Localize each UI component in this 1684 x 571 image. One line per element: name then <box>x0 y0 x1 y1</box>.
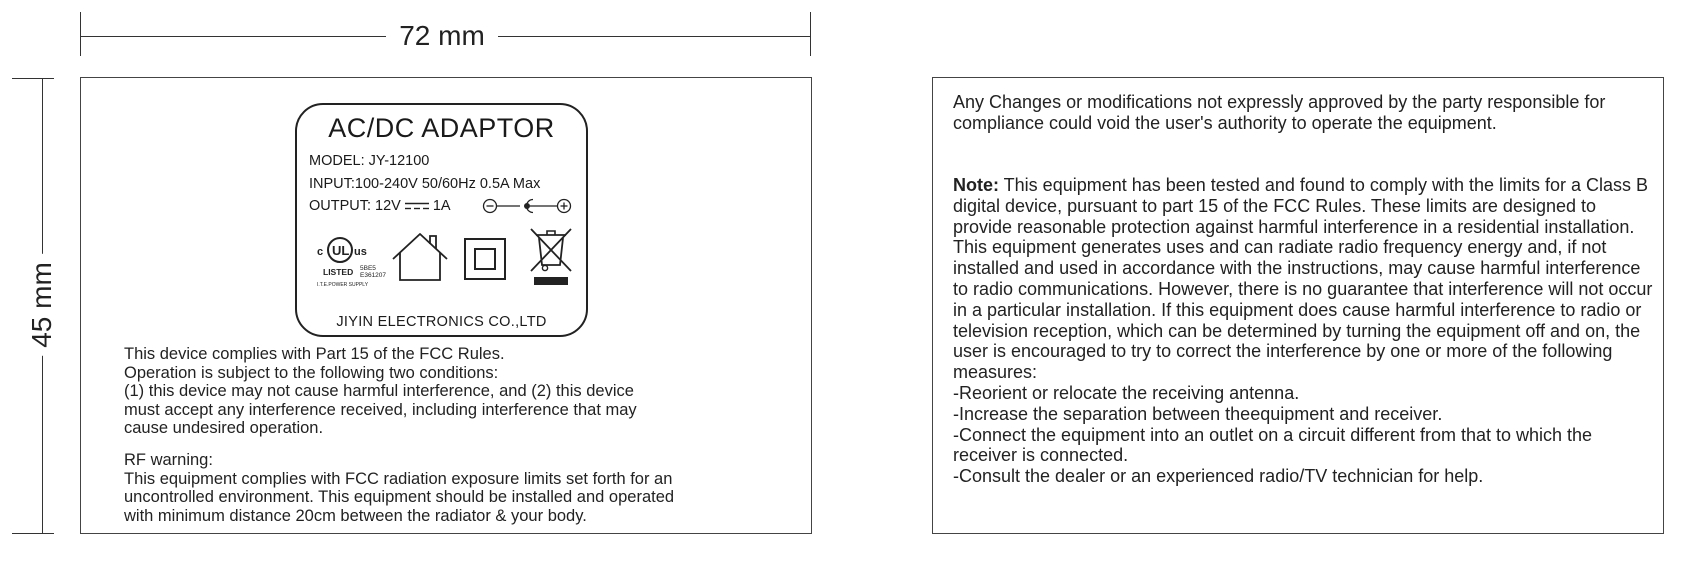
ul-c-text: c <box>317 246 324 258</box>
rf-line-3: with minimum distance 20cm between the radiator & your body. <box>124 506 587 525</box>
output-prefix: OUTPUT: 12V <box>309 198 401 214</box>
output-spec <box>309 197 451 215</box>
class-ii-double-insulation-icon <box>464 238 506 280</box>
note-text: This equipment has been tested and found to comply with the limits for a Class B digital device, pursuant to part 15 of the FCC Rules. These limits are designed to provide reasonable protection against harmful interference in a residential installation. This equipment generates uses and can radiate radio frequency energy and, if not installed and used in accordance with the instructions, may cause harmful interference to radio communications. However, there is no guarantee that interference will not occur in a particular installation. If this equipment does cause harmful interference to radio or television reception, which can be determined by turning the equipment off and on, the user is encouraged to try to correct the interference by one or more of the following measures: <box>953 175 1653 383</box>
width-dimension-tick-left <box>80 12 81 56</box>
fcc-line-4: must accept any interference received, including interference that may <box>124 400 637 419</box>
fcc-notice-panel <box>932 77 1664 534</box>
ul-logo-text: UL <box>332 243 350 258</box>
rf-warning-statement <box>124 451 784 525</box>
adaptor-rating-label <box>295 103 588 337</box>
ul-listed-mark <box>315 233 393 295</box>
rf-warning-heading: RF warning: <box>124 451 213 469</box>
height-dimension-label: 45 mm <box>27 254 57 356</box>
polarity-icon <box>481 197 573 215</box>
height-dimension-tick-top <box>12 78 54 79</box>
ul-supply-text: I.T.E.POWER SUPPLY <box>317 282 369 288</box>
measure-item: -Reorient or relocate the receiving antenna. <box>953 382 1300 403</box>
note-label: Note: <box>953 175 999 195</box>
ul-listed-text: LISTED <box>323 267 354 277</box>
label-front-panel <box>80 77 812 534</box>
dc-symbol-icon <box>405 201 429 211</box>
width-dimension-tick-right <box>810 12 811 56</box>
measure-item: -Consult the dealer or an experienced radio/TV technician for help. <box>953 466 1484 487</box>
height-dimension-tick-bottom <box>12 533 54 534</box>
ul-us-text: us <box>354 246 367 258</box>
model-spec: MODEL: JY-12100 <box>309 153 430 169</box>
fcc-note <box>953 175 1653 487</box>
ul-code2-text: E361207 <box>360 272 387 279</box>
fcc-compliance-statement <box>124 345 784 438</box>
weee-crossed-bin-icon <box>528 225 574 287</box>
rf-line-2: uncontrolled environment. This equipment should be installed and operated <box>124 488 675 506</box>
measure-item: -Connect the equipment into an outlet on a circuit different from that to which the receiver is connected. <box>953 424 1593 466</box>
fcc-line-5: cause undesired operation. <box>124 419 324 437</box>
fcc-line-3: (1) this device may not cause harmful interference, and (2) this device <box>124 382 634 400</box>
width-dimension-label: 72 mm <box>386 18 498 54</box>
measure-item: -Increase the separation between theequipment and receiver. <box>953 403 1443 424</box>
changes-notice: Any Changes or modifications not expressly approved by the party responsible for compliance could void the user's authority to operate the equipment. <box>953 92 1606 133</box>
house-indoor-use-icon <box>391 232 449 282</box>
fcc-line-2: Operation is subject to the following two conditions: <box>124 363 499 382</box>
label-title: AC/DC ADAPTOR <box>328 113 555 143</box>
manufacturer-name: JIYIN ELECTRONICS CO.,LTD <box>336 314 547 330</box>
input-spec: INPUT:100-240V 50/60Hz 0.5A Max <box>309 176 541 192</box>
ul-code1-text: 5BE5 <box>360 265 376 272</box>
fcc-line-1: This device complies with Part 15 of the FCC Rules. <box>124 345 505 363</box>
rf-line-1: This equipment complies with FCC radiation exposure limits set forth for an <box>124 469 673 488</box>
output-suffix: 1A <box>432 198 451 214</box>
